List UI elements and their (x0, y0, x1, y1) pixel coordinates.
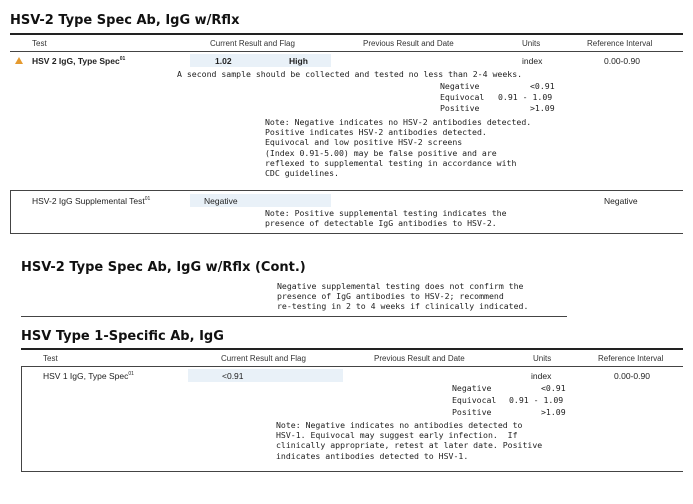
result-value-supplemental: Negative (204, 196, 238, 206)
section3-bottom-rule (21, 471, 683, 472)
reference-hsv1: 0.00-0.90 (614, 371, 650, 381)
note-hsv1-interpretation: Note: Negative indicates no antibodies detected to HSV-1. Equivocal may suggest early infection. If clinically appropriate, retest at later date. Positive indicates antibodies detected to HSV-1. (276, 420, 543, 461)
row-divider (10, 190, 683, 191)
section3-header-rule (21, 366, 683, 367)
header-previous-hsv1: Previous Result and Date (374, 354, 465, 363)
units-hsv2: index (522, 56, 543, 66)
range-positive-label: Positive (440, 103, 480, 113)
header-reference-hsv1: Reference Interval (598, 354, 664, 363)
section2-title: HSV-2 Type Spec Ab, IgG w/Rflx (Cont.) (21, 260, 306, 275)
result-value-hsv2: 1.02 (215, 56, 232, 66)
header-reference: Reference Interval (587, 39, 653, 48)
result-flag-hsv2: High (289, 56, 308, 66)
section1-bottom-rule (10, 233, 683, 234)
header-units: Units (522, 39, 541, 48)
range-equivocal-label: Equivocal (440, 92, 485, 102)
result-value-hsv1: <0.91 (222, 371, 244, 381)
test-name-hsv2: HSV 2 IgG, Type Spec$^{01}$ (32, 56, 126, 66)
reference-hsv2: 0.00-0.90 (604, 56, 640, 66)
header-test: Test (32, 39, 47, 48)
test-name-supplemental: HSV-2 IgG Supplemental Test$^{01}$ (32, 196, 151, 206)
section3-title: HSV Type 1-Specific Ab, IgG (21, 329, 224, 344)
hsv1-range-equivocal-value: 0.91 - 1.09 (509, 395, 564, 405)
note-supplemental: Note: Positive supplemental testing indicates the presence of detectable IgG antibodies to HSV-2. (265, 208, 507, 229)
note-continued: Negative supplemental testing does not confirm the presence of IgG antibodies to HSV-2; recommend re-testing in 2 to 4 weeks if clinically indicated. (277, 281, 529, 312)
note-second-sample: A second sample should be collected and tested no less than 2-4 weeks. (177, 69, 523, 79)
hsv1-range-negative-label: Negative (452, 383, 492, 393)
header-units-hsv1: Units (533, 354, 552, 363)
test-name-hsv1: HSV 1 IgG, Type Spec$^{01}$ (43, 371, 134, 381)
hsv1-result-highlight (188, 369, 343, 382)
header-current: Current Result and Flag (210, 39, 295, 48)
header-previous: Previous Result and Date (363, 39, 454, 48)
section2-bottom-rule (21, 316, 567, 317)
section3-top-rule (21, 348, 683, 350)
hsv1-range-negative-value: <0.91 (541, 383, 566, 393)
section1-top-rule (10, 33, 683, 35)
hsv1-range-positive-value: >1.09 (541, 407, 566, 417)
range-negative-value: <0.91 (530, 81, 555, 91)
section1-title: HSV-2 Type Spec Ab, IgG w/Rflx (10, 13, 240, 28)
current-result-highlight (190, 54, 331, 67)
range-negative-label: Negative (440, 81, 480, 91)
section1-header-rule (10, 51, 683, 52)
range-positive-value: >1.09 (530, 103, 555, 113)
range-equivocal-value: 0.91 - 1.09 (498, 92, 553, 102)
row-left-border (10, 190, 11, 234)
hsv1-range-equivocal-label: Equivocal (452, 395, 497, 405)
hsv1-range-positive-label: Positive (452, 407, 492, 417)
header-current-hsv1: Current Result and Flag (221, 354, 306, 363)
units-hsv1: index (531, 371, 552, 381)
warning-triangle-icon (15, 57, 23, 64)
note-hsv2-interpretation: Note: Negative indicates no HSV-2 antibodies detected. Positive indicates HSV-2 antibodies detected. Equivocal and low positive HSV-2 screens (Index 0.91-5.00) may be false positive and are reflexed to supplemental testing in accordance with CDC guidelines. (265, 117, 532, 179)
reference-supplemental: Negative (604, 196, 638, 206)
hsv1-row-left-border (21, 366, 22, 472)
header-test-hsv1: Test (43, 354, 58, 363)
